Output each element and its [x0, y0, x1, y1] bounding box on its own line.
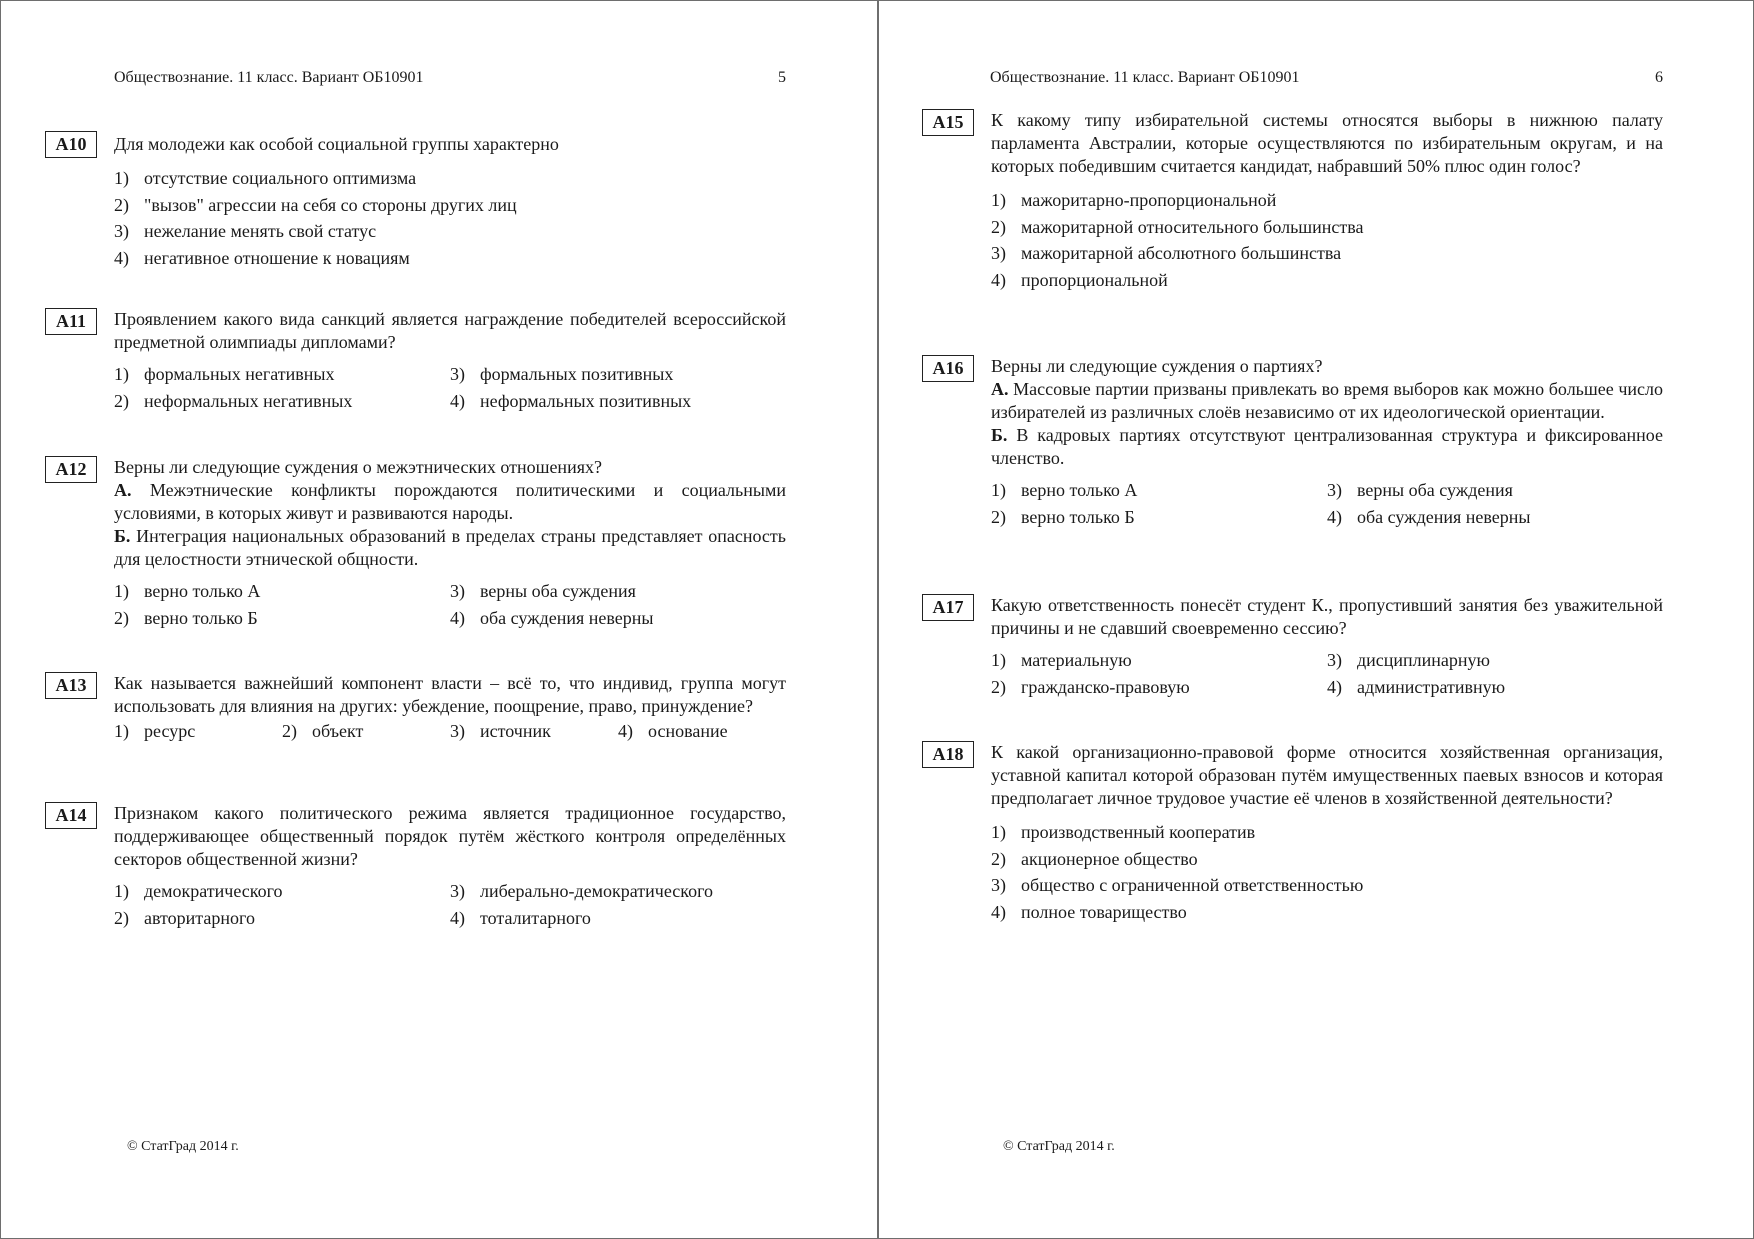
answer-option[interactable]: 1) демократического [114, 881, 283, 901]
answer-option[interactable]: 1) ресурс [114, 721, 196, 741]
question-text: Проявлением какого вида санкций является награждение победителей всероссийской предметной олимпиады дипломами? [114, 309, 786, 352]
answer-option[interactable]: 3) нежелание менять свой статус [114, 221, 377, 241]
answer-options [114, 580, 786, 633]
page-number: 6 [1655, 69, 1663, 86]
answer-option[interactable]: 1) отсутствие социального оптимизма [114, 168, 417, 188]
answer-option[interactable]: 4) оба суждения неверны [450, 607, 654, 628]
question-text: К какой организационно-правовой форме относится хозяйственная организация, уставной капитал которой образован путём имущественных паевых взносов и которая предполагает личное трудовое участие её членов в хозяйственной деятельности? [991, 742, 1663, 808]
question-text: Верны ли следующие суждения о межэтнических отношениях? [114, 457, 602, 477]
task-label: A17 [922, 594, 974, 621]
answer-option[interactable]: 2) верно только Б [991, 506, 1135, 527]
answer-options [114, 720, 786, 743]
answer-options [114, 165, 786, 271]
answer-option[interactable]: 4) оба суждения неверны [1327, 506, 1531, 527]
task-a16 [922, 355, 1663, 532]
answer-option[interactable]: 3) мажоритарной абсолютного большинства [991, 243, 1342, 263]
task-a15 [922, 109, 1663, 293]
task-a10 [45, 131, 786, 271]
answer-option[interactable]: 4) пропорциональной [991, 269, 1168, 290]
answer-option[interactable]: 4) негативное отношение к новациям [114, 247, 410, 268]
statement-a: А. Массовые партии призваны привлекать во время выборов как можно большее число избирателей из различных слоёв независимо от их идеологической ориентации. [991, 379, 1664, 422]
header-title: Обществознание. 11 класс. Вариант ОБ10901 [114, 69, 424, 86]
task-a11 [45, 308, 786, 416]
header-title: Обществознание. 11 класс. Вариант ОБ10901 [990, 69, 1300, 86]
task-a14 [45, 802, 786, 933]
question-text: Верны ли следующие суждения о партиях? [991, 356, 1323, 376]
statement-b: Б. Интеграция национальных образований в пределах страны представляет опасность для целостности этнической общности. [114, 526, 786, 569]
answer-option[interactable]: 4) полное товарищество [991, 901, 1187, 922]
answer-option[interactable]: 1) материальную [991, 650, 1132, 670]
answer-option[interactable]: 4) неформальных позитивных [450, 390, 692, 411]
answer-options [991, 479, 1663, 532]
task-label: A14 [45, 802, 97, 829]
answer-option[interactable]: 4) основание [618, 721, 728, 741]
answer-option[interactable]: 2) неформальных негативных [114, 390, 353, 411]
answer-option[interactable]: 3) верны оба суждения [1327, 480, 1513, 500]
answer-option[interactable]: 1) мажоритарно-пропорциональной [991, 190, 1277, 210]
statement-b: Б. В кадровых партиях отсутствуют централизованная структура и фиксированное членство. [991, 425, 1663, 468]
right-page [879, 1, 1753, 1238]
answer-option[interactable]: 2) акционерное общество [991, 848, 1198, 869]
answer-option[interactable]: 3) верны оба суждения [450, 581, 636, 601]
task-label: A16 [922, 355, 974, 382]
page-header [114, 69, 786, 87]
answer-option[interactable]: 1) формальных негативных [114, 364, 335, 384]
task-label: A11 [45, 308, 97, 335]
answer-option[interactable]: 2) авторитарного [114, 907, 255, 928]
question-text: К какому типу избирательной системы относятся выборы в нижнюю палату парламента Австралии, которые осуществляются по избирательным округам, и на которых победившим считается кандидат, набравший 50% плюс один голос? [991, 110, 1663, 176]
page-footer: © СтатГрад 2014 г. [1003, 1139, 1115, 1154]
answer-option[interactable]: 2) гражданско-правовую [991, 676, 1190, 697]
answer-option[interactable]: 3) формальных позитивных [450, 364, 674, 384]
answer-options [114, 880, 786, 933]
answer-option[interactable]: 1) верно только А [991, 480, 1138, 500]
task-label: A12 [45, 456, 97, 483]
answer-options [991, 819, 1663, 925]
answer-options [114, 363, 786, 416]
answer-option[interactable]: 1) производственный кооператив [991, 822, 1256, 842]
question-text: Для молодежи как особой социальной группы характерно [114, 134, 559, 154]
task-label: A18 [922, 741, 974, 768]
answer-option[interactable]: 3) источник [450, 721, 551, 741]
answer-option[interactable]: 4) административную [1327, 676, 1506, 697]
answer-option[interactable]: 2) верно только Б [114, 607, 258, 628]
answer-options [991, 649, 1663, 702]
answer-option[interactable]: 1) верно только А [114, 581, 261, 601]
answer-option[interactable]: 3) общество с ограниченной ответственностью [991, 875, 1364, 895]
task-a17 [922, 594, 1663, 702]
page-footer: © СтатГрад 2014 г. [127, 1139, 239, 1154]
answer-option[interactable]: 4) тоталитарного [450, 907, 591, 928]
left-page [1, 1, 877, 1238]
answer-option[interactable]: 3) дисциплинарную [1327, 650, 1490, 670]
task-a12 [45, 456, 786, 633]
question-text: Как называется важнейший компонент власти – всё то, что индивид, группа могут использовать для влияния на других: убеждение, поощрение, право, принуждение? [114, 673, 786, 716]
task-a13 [45, 672, 786, 743]
task-label: A15 [922, 109, 974, 136]
answer-option[interactable]: 3) либерально-демократического [450, 881, 714, 901]
statement-a: А. Межэтнические конфликты порождаются политическими и социальными условиями, в которых живут и развиваются народы. [114, 480, 787, 523]
question-text: Признаком какого политического режима является традиционное государство, поддерживающее общественный порядок путём жёсткого контроля определённых секторов общественной жизни? [114, 803, 786, 869]
task-a18 [922, 741, 1663, 925]
task-label: A10 [45, 131, 97, 158]
answer-options [991, 187, 1663, 293]
page-number: 5 [778, 69, 786, 86]
answer-option[interactable]: 2) "вызов" агрессии на себя со стороны других лиц [114, 194, 517, 215]
task-label: A13 [45, 672, 97, 699]
answer-option[interactable]: 2) объект [282, 721, 364, 741]
question-text: Какую ответственность понесёт студент К., пропустивший занятия без уважительной причины и не сдавший своевременно сессию? [991, 595, 1663, 638]
page-header [990, 69, 1663, 87]
answer-option[interactable]: 2) мажоритарной относительного большинства [991, 216, 1364, 237]
